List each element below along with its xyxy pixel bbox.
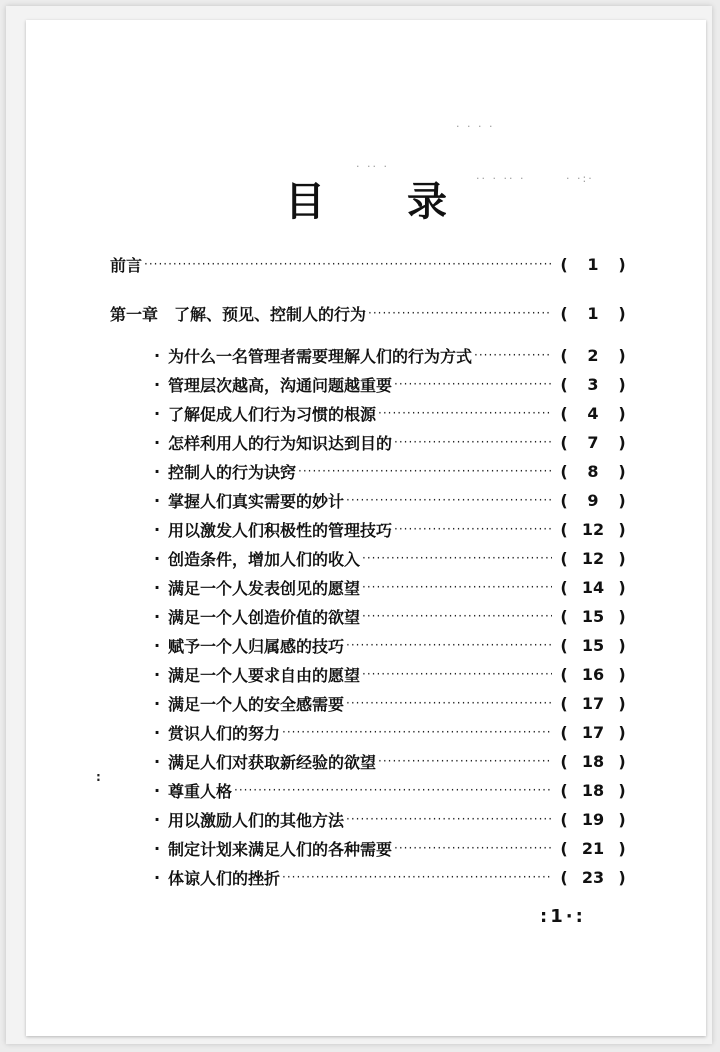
dot-leader xyxy=(378,406,552,420)
toc-entry[interactable] xyxy=(154,603,630,629)
page-number xyxy=(540,906,586,927)
dot-leader xyxy=(346,638,552,652)
toc-entry-label: 满足人们对获取新经验的欲望 xyxy=(168,752,377,772)
dot-leader xyxy=(394,522,552,536)
toc-entry-page: 15 xyxy=(581,635,605,655)
toc-entry[interactable] xyxy=(154,342,630,368)
bullet-dot: · xyxy=(154,519,161,539)
toc-entry-label: 满足一个人创造价值的欲望 xyxy=(168,607,361,627)
dot-leader xyxy=(346,696,552,710)
toc-entry-page: 3 xyxy=(587,374,599,394)
toc-entry-page: 17 xyxy=(581,693,605,713)
toc-entry-page: 18 xyxy=(581,780,605,800)
bullet-dot: · xyxy=(154,606,161,626)
open-paren: ( xyxy=(560,664,568,684)
dot-leader xyxy=(362,667,552,681)
toc-entry-label: 了解促成人们行为习惯的根源 xyxy=(168,404,377,424)
page-number-mark-left: : xyxy=(540,906,551,927)
close-paren: ) xyxy=(618,577,626,597)
toc-entry-page: 12 xyxy=(581,519,605,539)
toc-entry-page: 18 xyxy=(581,751,605,771)
toc-entry-page: 1 xyxy=(587,303,599,323)
toc-entry-page: 17 xyxy=(581,722,605,742)
page-number-value: 1 xyxy=(550,906,566,927)
toc-entry-label: 控制人的行为诀窍 xyxy=(168,462,297,482)
dot-leader xyxy=(394,377,552,391)
toc-entry-label: 用以激发人们积极性的管理技巧 xyxy=(168,520,393,540)
dot-leader xyxy=(234,783,552,797)
bullet-dot: · xyxy=(154,577,161,597)
bullet-dot: · xyxy=(154,461,161,481)
open-paren: ( xyxy=(560,374,568,394)
open-paren: ( xyxy=(560,780,568,800)
open-paren: ( xyxy=(560,577,568,597)
table-of-contents xyxy=(26,20,706,1036)
toc-entry-page: 7 xyxy=(587,432,599,452)
book-page xyxy=(26,20,706,1036)
open-paren: ( xyxy=(560,867,568,887)
bullet-dot: · xyxy=(154,403,161,423)
toc-entry[interactable] xyxy=(154,516,630,542)
open-paren: ( xyxy=(560,461,568,481)
toc-entry-page: 4 xyxy=(587,403,599,423)
bullet-dot: · xyxy=(154,345,161,365)
toc-entry[interactable] xyxy=(154,777,630,803)
close-paren: ) xyxy=(618,254,626,274)
dot-leader xyxy=(378,754,552,768)
bullet-dot: · xyxy=(154,664,161,684)
bullet-dot: · xyxy=(154,809,161,829)
bullet-dot: · xyxy=(154,751,161,771)
toc-entry-label: 满足一个人要求自由的愿望 xyxy=(168,665,361,685)
bullet-dot: · xyxy=(154,635,161,655)
toc-entry[interactable] xyxy=(154,574,630,600)
open-paren: ( xyxy=(560,838,568,858)
scan-speck: : xyxy=(96,770,101,784)
toc-entry-page: 16 xyxy=(581,664,605,684)
bullet-dot: · xyxy=(154,548,161,568)
bullet-dot: · xyxy=(154,490,161,510)
toc-entry-label: 满足一个人发表创见的愿望 xyxy=(168,578,361,598)
toc-entry-label: 创造条件，增加人们的收入 xyxy=(168,549,361,569)
close-paren: ) xyxy=(618,693,626,713)
toc-entry-page: 19 xyxy=(581,809,605,829)
toc-entry[interactable] xyxy=(154,690,630,716)
toc-entry-page: 2 xyxy=(587,345,599,365)
dot-leader xyxy=(298,464,552,478)
toc-entry-page: 23 xyxy=(581,867,605,887)
scan-noise: · · · · xyxy=(456,120,495,133)
page-number-mark-right: ·: xyxy=(565,906,586,927)
close-paren: ) xyxy=(618,345,626,365)
dot-leader xyxy=(394,841,552,855)
dot-leader xyxy=(346,493,552,507)
bullet-dot: · xyxy=(154,838,161,858)
close-paren: ) xyxy=(618,838,626,858)
toc-entry[interactable] xyxy=(154,632,630,658)
open-paren: ( xyxy=(560,809,568,829)
scan-noise: · ·:· xyxy=(566,172,594,185)
open-paren: ( xyxy=(560,693,568,713)
toc-entry-label: 管理层次越高，沟通问题越重要 xyxy=(168,375,393,395)
dot-leader xyxy=(362,609,552,623)
dot-leader xyxy=(362,551,552,565)
open-paren: ( xyxy=(560,490,568,510)
dot-leader xyxy=(368,306,552,320)
toc-entry[interactable] xyxy=(154,400,630,426)
dot-leader xyxy=(282,870,552,884)
close-paren: ) xyxy=(618,461,626,481)
toc-entry-page: 15 xyxy=(581,606,605,626)
close-paren: ) xyxy=(618,780,626,800)
toc-entry-page: 12 xyxy=(581,548,605,568)
bullet-dot: · xyxy=(154,867,161,887)
toc-entry-label: 为什么一名管理者需要理解人们的行为方式 xyxy=(168,346,473,366)
toc-entry[interactable] xyxy=(154,806,630,832)
dot-leader xyxy=(474,348,552,362)
toc-entry-label: 制定计划来满足人们的各种需要 xyxy=(168,839,393,859)
dot-leader xyxy=(144,257,552,271)
dot-leader xyxy=(394,435,552,449)
toc-entry-label: 怎样利用人的行为知识达到目的 xyxy=(168,433,393,453)
toc-entry[interactable] xyxy=(154,429,630,455)
dot-leader xyxy=(346,812,552,826)
close-paren: ) xyxy=(618,519,626,539)
close-paren: ) xyxy=(618,809,626,829)
open-paren: ( xyxy=(560,345,568,365)
open-paren: ( xyxy=(560,722,568,742)
close-paren: ) xyxy=(618,867,626,887)
open-paren: ( xyxy=(560,751,568,771)
open-paren: ( xyxy=(560,635,568,655)
toc-entry[interactable] xyxy=(154,719,630,745)
toc-entry-page: 9 xyxy=(587,490,599,510)
close-paren: ) xyxy=(618,432,626,452)
toc-entry-label: 用以激励人们的其他方法 xyxy=(168,810,345,830)
open-paren: ( xyxy=(560,548,568,568)
close-paren: ) xyxy=(618,403,626,423)
close-paren: ) xyxy=(618,548,626,568)
toc-entry-page: 1 xyxy=(587,254,599,274)
scan-frame xyxy=(6,6,712,1044)
toc-entry-page: 14 xyxy=(581,577,605,597)
scan-noise: · ·· · xyxy=(356,160,389,173)
toc-entry[interactable] xyxy=(154,835,630,861)
toc-entry[interactable] xyxy=(154,748,630,774)
toc-entry[interactable] xyxy=(154,864,630,890)
toc-entry-preface[interactable] xyxy=(110,251,630,277)
open-paren: ( xyxy=(560,403,568,423)
bullet-dot: · xyxy=(154,374,161,394)
bullet-dot: · xyxy=(154,780,161,800)
toc-entry[interactable] xyxy=(154,545,630,571)
toc-entry-chapter-1[interactable] xyxy=(110,300,630,326)
dot-leader xyxy=(282,725,552,739)
close-paren: ) xyxy=(618,664,626,684)
open-paren: ( xyxy=(560,606,568,626)
toc-entry[interactable] xyxy=(154,487,630,513)
close-paren: ) xyxy=(618,490,626,510)
open-paren: ( xyxy=(560,432,568,452)
toc-entry-label: 满足一个人的安全感需要 xyxy=(168,694,345,714)
bullet-dot: · xyxy=(154,432,161,452)
toc-entry[interactable] xyxy=(154,371,630,397)
close-paren: ) xyxy=(618,635,626,655)
close-paren: ) xyxy=(618,303,626,323)
toc-entry[interactable] xyxy=(154,661,630,687)
toc-entry-label: 前言 xyxy=(110,255,143,275)
toc-entry[interactable] xyxy=(154,458,630,484)
toc-entry-label: 体谅人们的挫折 xyxy=(168,868,281,888)
toc-entry-label: 赋予一个人归属感的技巧 xyxy=(168,636,345,656)
toc-entry-label: 尊重人格 xyxy=(168,781,233,801)
toc-entry-label: 赏识人们的努力 xyxy=(168,723,281,743)
page-title: 目 录 xyxy=(285,179,481,225)
bullet-dot: · xyxy=(154,693,161,713)
toc-entry-page: 21 xyxy=(581,838,605,858)
close-paren: ) xyxy=(618,606,626,626)
toc-entry-page: 8 xyxy=(587,461,599,481)
toc-entry-label: 掌握人们真实需要的妙计 xyxy=(168,491,345,511)
bullet-dot: · xyxy=(154,722,161,742)
close-paren: ) xyxy=(618,722,626,742)
open-paren: ( xyxy=(560,303,568,323)
dot-leader xyxy=(362,580,552,594)
close-paren: ) xyxy=(618,374,626,394)
open-paren: ( xyxy=(560,519,568,539)
open-paren: ( xyxy=(560,254,568,274)
toc-entry-label: 第一章 了解、预见、控制人的行为 xyxy=(110,304,367,324)
close-paren: ) xyxy=(618,751,626,771)
scan-noise: ·· · ·· · xyxy=(476,172,526,185)
